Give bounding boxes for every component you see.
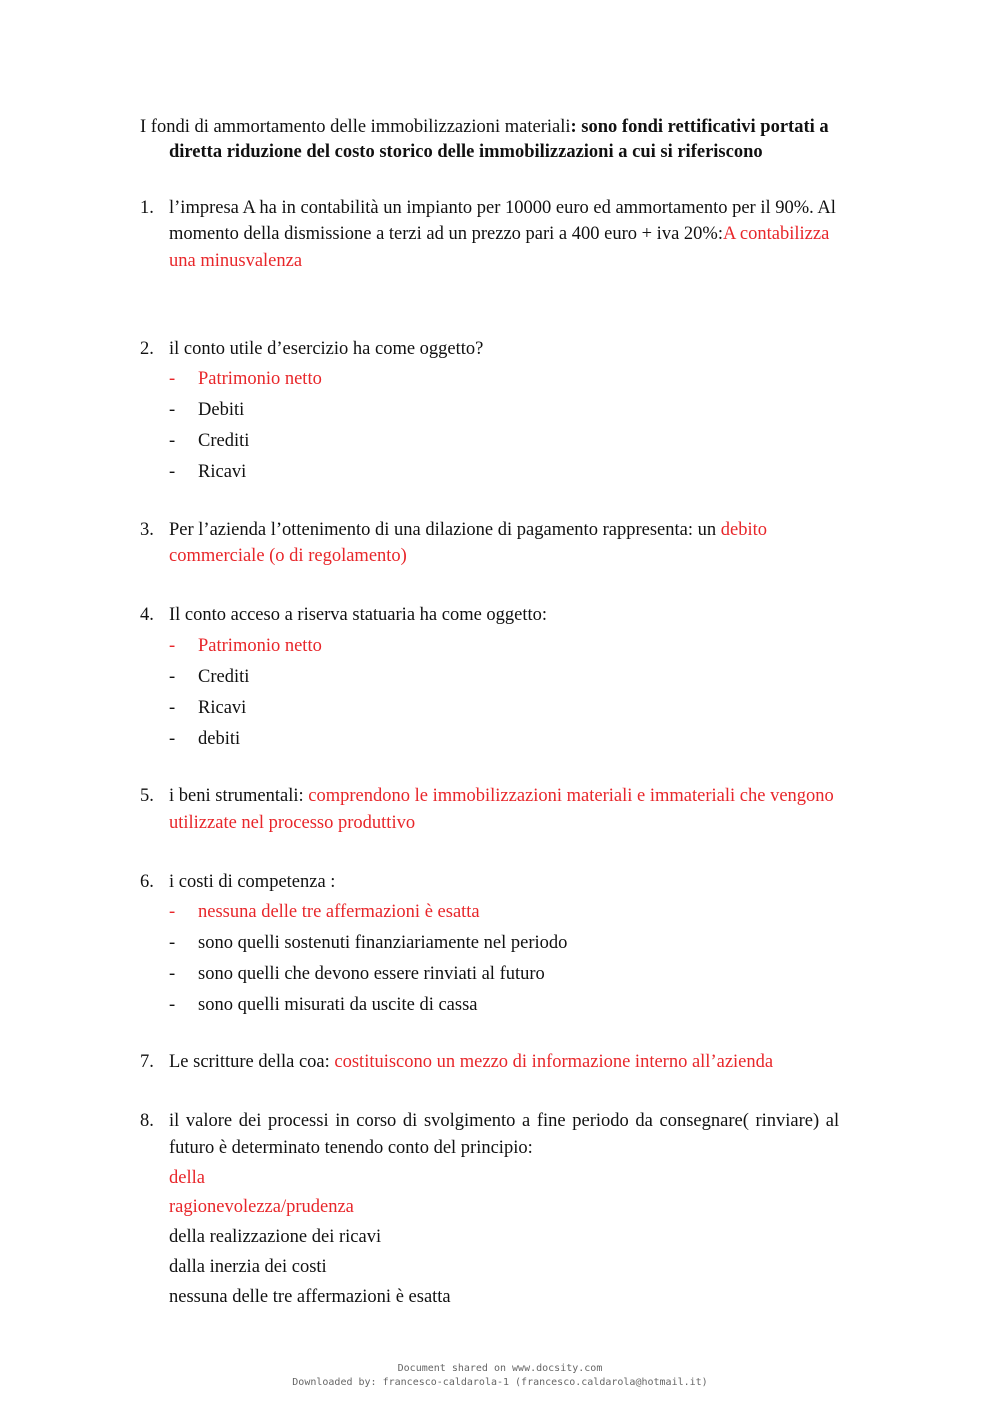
option-dash: - (169, 667, 176, 687)
question-3-text: Per l’azienda l’ottenimento di una dilazione di pagamento rappresenta: un (169, 520, 721, 540)
option-dash: - (169, 902, 176, 922)
intro-text: I fondi di ammortamento delle immobilizzazioni materiali (140, 117, 571, 137)
question-8-option: della realizzazione dei ricavi (169, 1227, 382, 1247)
question-5-line-1 (169, 783, 885, 810)
question-6-option: sono quelli sostenuti finanziariamente nel periodo (198, 933, 568, 953)
question-2-option: Ricavi (198, 462, 247, 482)
question-number: 3. (140, 520, 154, 540)
question-2-option: Crediti (198, 431, 250, 451)
option-dash: - (169, 729, 176, 749)
question-1-line-2 (169, 221, 885, 248)
intro-bold-text: : sono fondi rettificativi portati a (570, 117, 829, 137)
question-2-option-correct: Patrimonio netto (198, 369, 322, 389)
option-dash: - (169, 431, 176, 451)
question-7-line (169, 1049, 885, 1076)
option-dash: - (169, 636, 176, 656)
question-6-text: i costi di competenza : (169, 872, 336, 892)
question-5-text: i beni strumentali: (169, 786, 309, 806)
question-8-answer-cont: ragionevolezza/prudenza (169, 1197, 354, 1217)
question-4-text: Il conto acceso a riserva statuaria ha come oggetto: (169, 605, 548, 625)
option-dash: - (169, 400, 176, 420)
question-number: 6. (140, 872, 154, 892)
question-3-line-1 (169, 517, 885, 544)
question-number: 7. (140, 1052, 154, 1072)
question-8-line-1: il valore dei processi in corso di svolgimento a fine periodo da consegnare( rinviare) al (169, 1111, 840, 1131)
question-6-option: sono quelli che devono essere rinviati al futuro (198, 964, 545, 984)
question-7-text: Le scritture della coa: (169, 1052, 335, 1072)
question-1-text: momento della dismissione a terzi ad un prezzo pari a 400 euro + iva 20%: (169, 224, 723, 244)
question-8-option: nessuna delle tre affermazioni è esatta (169, 1287, 451, 1307)
question-7-answer: costituiscono un mezzo di informazione interno all’azienda (334, 1052, 774, 1072)
question-2-text: il conto utile d’esercizio ha come oggetto? (169, 339, 484, 359)
question-6-option: sono quelli misurati da uscite di cassa (198, 995, 478, 1015)
question-2-option: Debiti (198, 400, 245, 420)
question-8-answer: della (169, 1168, 205, 1188)
question-4-option: Ricavi (198, 698, 247, 718)
question-3-answer: debito (720, 520, 767, 540)
question-3-answer-cont: commerciale (o di regolamento) (169, 546, 407, 566)
footer-shared-text: Document shared on www.docsity.com (397, 1363, 603, 1374)
question-6-option-correct: nessuna delle tre affermazioni è esatta (198, 902, 480, 922)
option-dash: - (169, 369, 176, 389)
question-number: 1. (140, 198, 154, 218)
option-dash: - (169, 995, 176, 1015)
intro-line-1 (140, 114, 829, 141)
option-dash: - (169, 698, 176, 718)
question-number: 5. (140, 786, 154, 806)
question-4-option: Crediti (198, 667, 250, 687)
question-1-line-1: l’impresa A ha in contabilità un impianto per 10000 euro ed ammortamento per il 90%. Al (169, 198, 836, 218)
question-number: 2. (140, 339, 154, 359)
question-1-answer-cont: una minusvalenza (169, 251, 303, 271)
footer-downloaded-text: Downloaded by: francesco-caldarola-1 (francesco.caldarola@hotmail.it) (292, 1377, 708, 1388)
question-8-option: dalla inerzia dei costi (169, 1257, 327, 1277)
question-number: 8. (140, 1111, 154, 1131)
question-number: 4. (140, 605, 154, 625)
option-dash: - (169, 933, 176, 953)
question-5-answer-cont: utilizzate nel processo produttivo (169, 813, 416, 833)
question-4-option: debiti (198, 729, 241, 749)
question-5-answer: comprendono le immobilizzazioni materiali e immateriali che vengono (308, 786, 834, 806)
question-8-line-2: futuro è determinato tenendo conto del principio: (169, 1138, 533, 1158)
question-4-option-correct: Patrimonio netto (198, 636, 322, 656)
option-dash: - (169, 462, 176, 482)
question-1-answer: A contabilizza (722, 224, 830, 244)
intro-line-2: diretta riduzione del costo storico delle immobilizzazioni a cui si riferiscono (169, 142, 763, 162)
option-dash: - (169, 964, 176, 984)
